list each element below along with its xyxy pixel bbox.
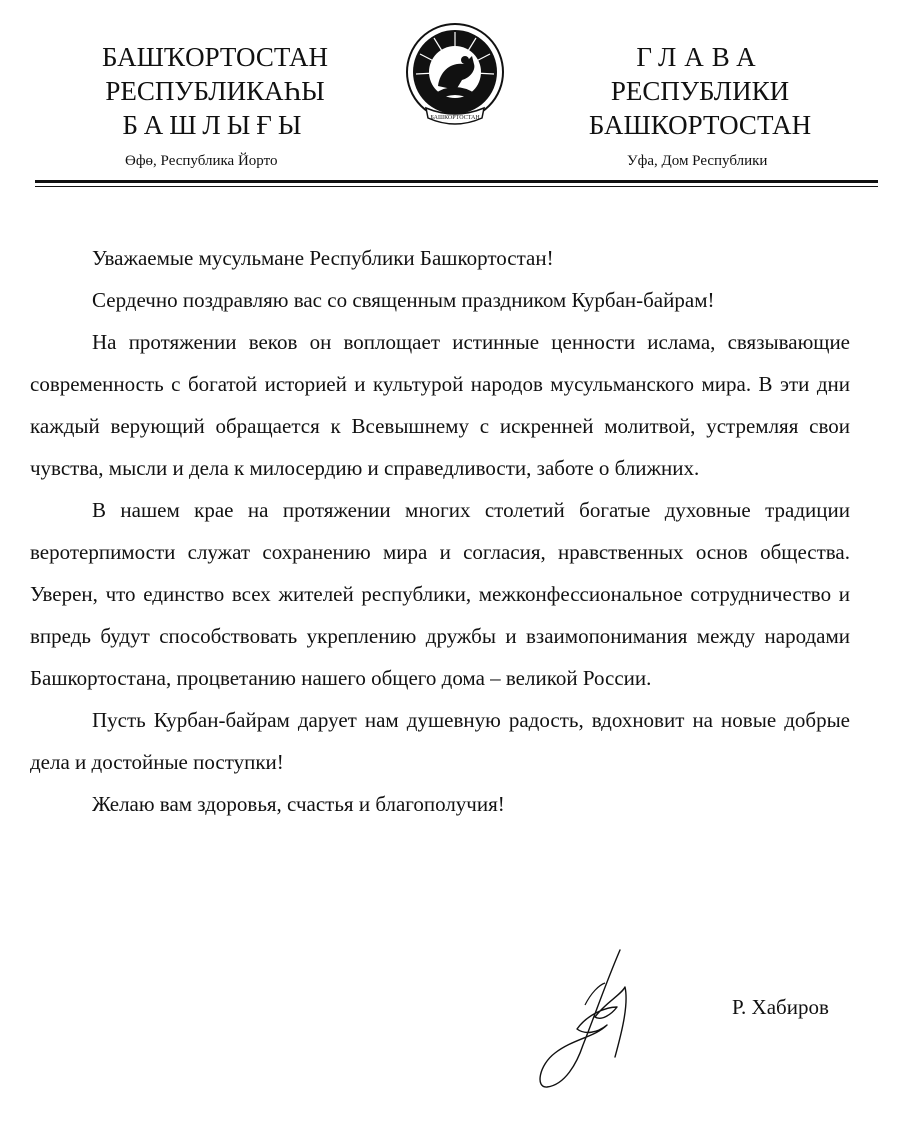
letterhead-left-line: БАШЛЫҒЫ [122, 110, 308, 140]
letterhead-right-line: ГЛАВА [636, 42, 764, 72]
signatory-name: Р. Хабиров [732, 995, 829, 1019]
letterhead-divider-thick [35, 180, 878, 183]
letter-greeting: Уважаемые мусульмане Республики Башкортостан! [92, 246, 554, 270]
letterhead-left-address: Өфө, Республика Йорто [125, 153, 278, 169]
letter-paragraph: Пусть Курбан-байрам дарует нам душевную радость, вдохновит на новые добрые дела и достойные поступки! [30, 708, 850, 774]
bashkortostan-coat-of-arms-icon [404, 20, 506, 138]
letterhead-left-line: РЕСПУБЛИКАҺЫ [105, 76, 325, 106]
letterhead-divider-thin [35, 186, 878, 187]
letter-paragraph: Сердечно поздравляю вас со священным праздником Курбан-байрам! [92, 288, 715, 312]
letterhead-right-title [535, 40, 865, 142]
letter-paragraph: На протяжении веков он воплощает истинные ценности ислама, связывающие современность с богатой историей и культурой народов мусульманского мира. В эти дни каждый верующий обращается к Всевышнему с искренней молитвой, устремляя свои чувства, мысли и дела к милосердию и справедливости, заботе о ближних. [30, 330, 850, 480]
handwritten-signature-icon [525, 945, 645, 1095]
letterhead-right-line: БАШКОРТОСТАН [588, 110, 812, 140]
letterhead-left-title [50, 40, 380, 142]
letterhead-right-line: РЕСПУБЛИКИ [610, 76, 790, 106]
letter-paragraph: В нашем крае на протяжении многих столетий богатые духовные традиции веротерпимости служат сохранению мира и согласия, нравственных основ общества. Уверен, что единство всех жителей республики, межконфессиональное сотрудничество и впредь будут способствовать укреплению дружбы и взаимопонимания между народами Башкортостана, процветанию нашего общего дома – великой России. [30, 498, 850, 690]
letter-body [30, 237, 850, 825]
emblem-ribbon-text: БАШКОРТОСТАН [430, 115, 480, 121]
letterhead-right-address: Уфа, Дом Республики [627, 153, 768, 169]
letterhead-left-line: БАШҠОРТОСТАН [101, 42, 329, 72]
letter-paragraph: Желаю вам здоровья, счастья и благополучия! [92, 792, 505, 816]
